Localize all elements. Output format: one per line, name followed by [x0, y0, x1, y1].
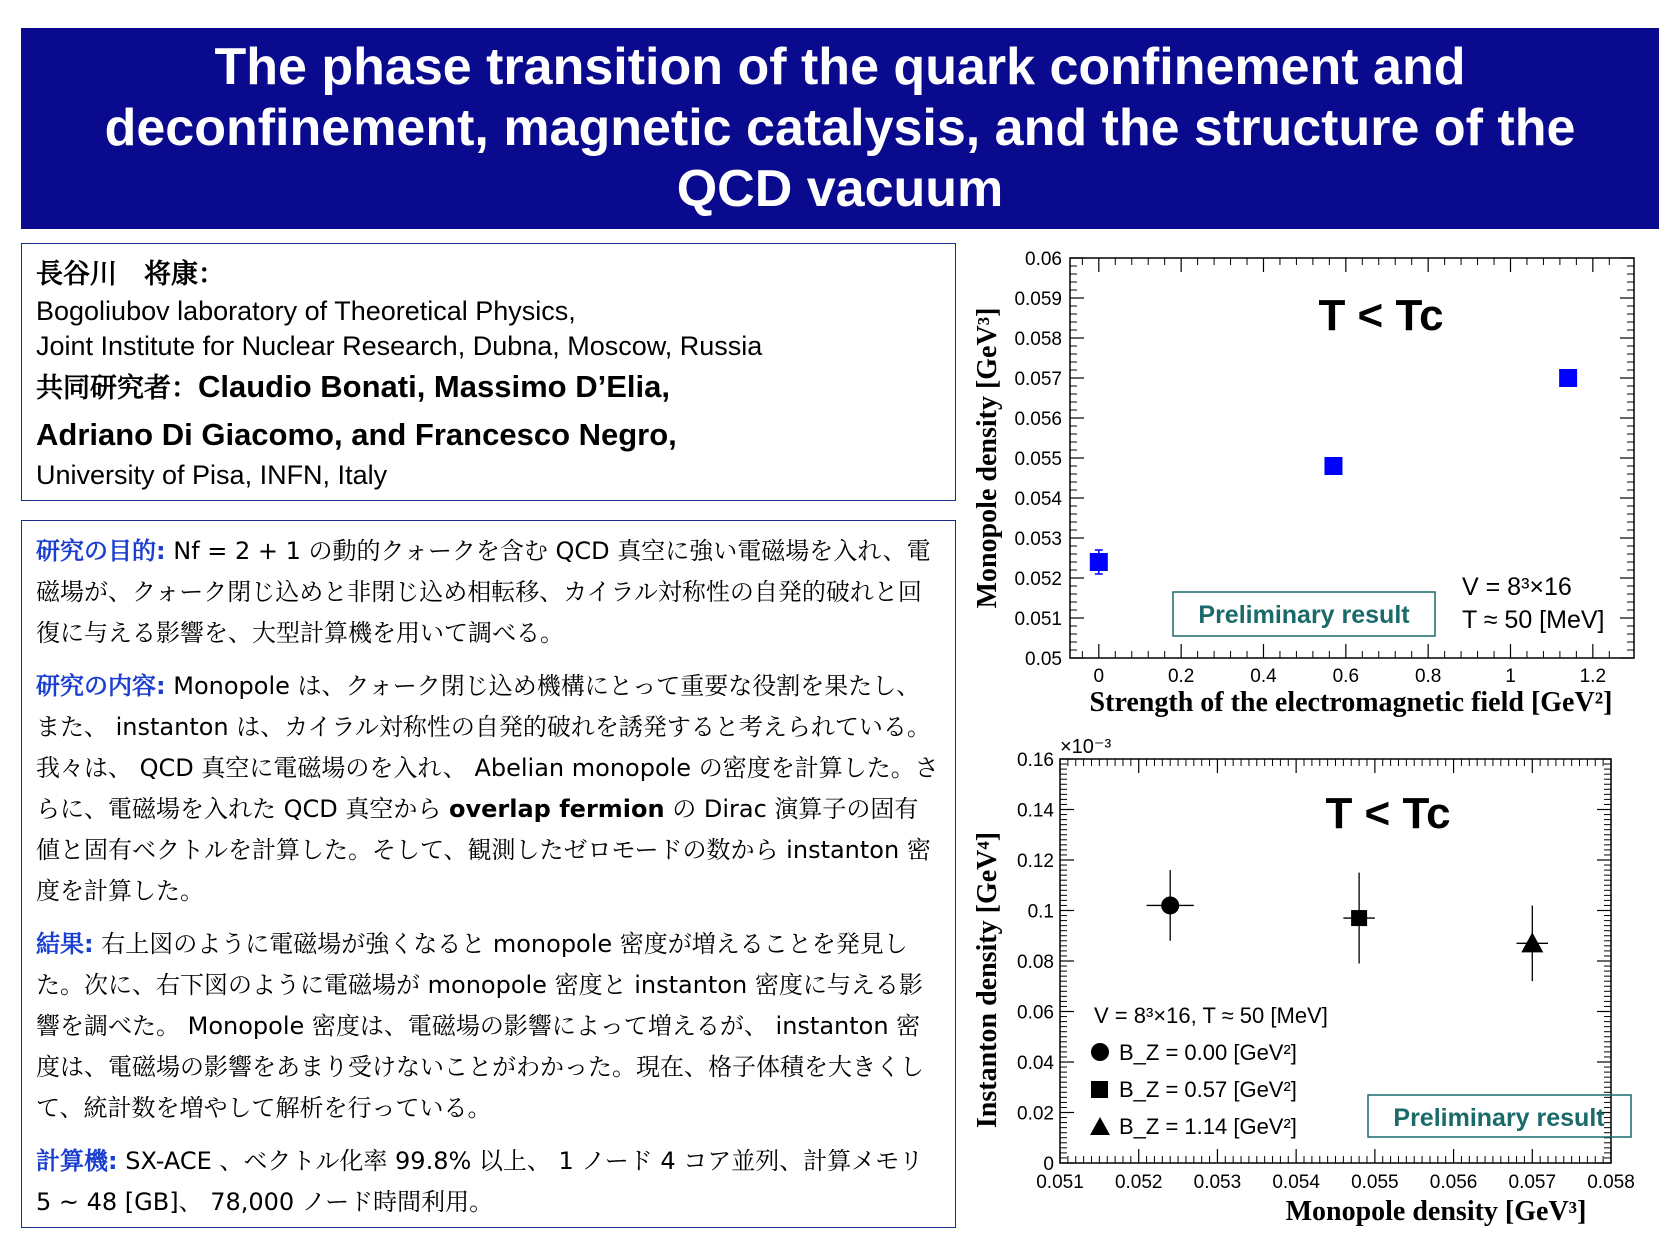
- x-tick-label: 0.6: [1332, 666, 1360, 687]
- x-axis-label: Strength of the electromagnetic field [GeV²]: [1089, 687, 1613, 718]
- content-bold-term: overlap fermion: [449, 795, 665, 823]
- y-tick-label: 0.06: [1025, 249, 1062, 270]
- computer-heading: 計算機:: [36, 1147, 118, 1175]
- monopole-density-chart: [966, 240, 1666, 720]
- chart-title: T < Tc: [1318, 291, 1444, 340]
- y-tick-label: 0.16: [1017, 750, 1054, 771]
- x-tick-label: 0.052: [1114, 1172, 1163, 1193]
- collaborators-label: 共同研究者：: [36, 373, 198, 404]
- legend-marker-triangle: [1090, 1117, 1110, 1135]
- info-temperature: T ≈ 50 [MeV]: [1462, 606, 1605, 634]
- result-heading: 結果:: [36, 930, 94, 958]
- x-axis-label: Monopole density [GeV³]: [1285, 1196, 1587, 1227]
- y-tick-label: 0.057: [1014, 369, 1062, 390]
- x-tick-label: 0.055: [1351, 1172, 1399, 1193]
- y-tick-label: 0.052: [1014, 569, 1062, 590]
- y-axis-label: Monopole density [GeV³]: [972, 307, 1003, 609]
- y-tick-label: 0.056: [1014, 409, 1062, 430]
- data-point-square: [1090, 553, 1108, 571]
- legend-header: V = 8³×16, T ≈ 50 [MeV]: [1094, 1003, 1328, 1028]
- affiliation-line-1: Bogoliubov laboratory of Theoretical Physics,: [36, 296, 576, 326]
- y-tick-label: 0.08: [1017, 952, 1054, 973]
- x-tick-label: 0.056: [1429, 1172, 1478, 1193]
- y-tick-label: 0.053: [1014, 529, 1062, 550]
- content-heading: 研究の内容:: [36, 672, 166, 700]
- legend-label-triangle: B_Z = 1.14 [GeV²]: [1119, 1114, 1297, 1139]
- x-tick-label: 0.057: [1508, 1172, 1557, 1193]
- content-text-1: Monopole は、クォーク閉じ込め機構にとって重要な役割を果たし、また、 instanton は、カイラル対称性の自発的破れを誘発すると考えられている。我々は、 QCD 真空に電磁場のを入れ、 Abelian monopole の密度を計算した。さらに、電磁場を入れた QCD 真空から: [36, 672, 939, 823]
- legend-entry-square: [1091, 1077, 1297, 1102]
- data-point-triangle: [1521, 932, 1543, 952]
- collaborators-names-1: Claudio Bonati, Massimo D’Elia,: [198, 369, 670, 404]
- collaborators-line-1: [36, 364, 941, 412]
- data-point-square: [1559, 369, 1577, 387]
- title-banner: [21, 28, 1659, 229]
- y-tick-label: 0: [1043, 1154, 1054, 1175]
- author-box: [21, 243, 956, 501]
- result-text: 右上図のように電磁場が強くなると monopole 密度が増えることを発見した。次に、右下図のように電磁場が monopole 密度と instanton 密度に与える影響を調べた。 Monopole 密度は、電磁場の影響によって増えるが、 instanton 密度は、電磁場の影響をあまり受けないことがわかった。現在、格子体積を大きくして、統計数を増やして解析を行っている。: [36, 930, 924, 1122]
- poster-title: The phase transition of the quark confinement and deconfinement, magnetic catalysis, and the structure of the QCD vacuum: [104, 38, 1576, 218]
- content-text-2: の Dirac 演算子の固有値と固有ベクトルを計算した。そして、観測したゼロモードの数から instanton 密度を計算した。: [36, 795, 931, 905]
- legend-entry-circle: [1091, 1040, 1297, 1065]
- y-tick-label: 0.058: [1014, 329, 1062, 350]
- x-tick-label: 0.4: [1250, 666, 1277, 687]
- y-tick-label: 0.055: [1014, 449, 1062, 470]
- y-tick-label: 0.054: [1014, 489, 1062, 510]
- info-volume: V = 8³×16: [1462, 573, 1572, 601]
- content-section: [36, 666, 941, 912]
- computer-text: SX-ACE 、ベクトル化率 99.8% 以上、 1 ノード 4 コア並列、計算メモリ 5 ~ 48 [GB]、 78,000 ノード時間利用。: [36, 1147, 924, 1216]
- author-name: 長谷川 将康：: [36, 259, 225, 290]
- result-section: [36, 924, 941, 1129]
- purpose-section: [36, 531, 941, 654]
- data-point-circle: [1161, 896, 1179, 914]
- y-tick-label: 0.051: [1014, 609, 1062, 630]
- y-tick-label: 0.059: [1014, 289, 1062, 310]
- x-tick-label: 0.051: [1036, 1172, 1084, 1193]
- y-tick-label: 0.14: [1017, 800, 1054, 822]
- purpose-heading: 研究の目的:: [36, 537, 166, 565]
- legend-label-circle: B_Z = 0.00 [GeV²]: [1119, 1040, 1297, 1065]
- x-tick-label: 0: [1093, 666, 1105, 687]
- x-tick-label: 1: [1505, 666, 1516, 687]
- x-tick-label: 0.058: [1587, 1172, 1635, 1193]
- y-axis-label: Instanton density [GeV⁴]: [972, 831, 1003, 1129]
- x-tick-label: 0.2: [1167, 666, 1195, 687]
- data-point-square: [1351, 910, 1367, 926]
- affiliation-line-2: Joint Institute for Nuclear Research, Dubna, Moscow, Russia: [36, 331, 763, 361]
- legend-marker-circle: [1091, 1043, 1109, 1061]
- x-tick-label: 0.054: [1272, 1172, 1320, 1193]
- preliminary-label: Preliminary result: [1393, 1104, 1605, 1132]
- collaborators-affiliation: University of Pisa, INFN, Italy: [36, 460, 388, 490]
- y-tick-label: 0.12: [1017, 851, 1054, 872]
- collaborators-line-2: Adriano Di Giacomo, and Francesco Negro,: [36, 417, 677, 452]
- instanton-density-chart: [966, 730, 1666, 1230]
- y-tick-label: 0.04: [1017, 1053, 1054, 1074]
- legend-label-square: B_Z = 0.57 [GeV²]: [1119, 1077, 1297, 1102]
- purpose-text: Nf = 2 + 1 の動的クォークを含む QCD 真空に強い電磁場を入れ、電磁場が、クォーク閉じ込めと非閉じ込め相転移、カイラル対称性の自発的破れと回復に与える影響を、大型計算機を用いて調べる。: [36, 537, 931, 647]
- y-tick-label: 0.05: [1025, 649, 1062, 670]
- data-point-square: [1324, 457, 1342, 475]
- y-tick-label: 0.06: [1017, 1002, 1054, 1024]
- preliminary-label: Preliminary result: [1198, 601, 1410, 629]
- y-tick-label: 0.1: [1027, 901, 1054, 923]
- chart-title: T < Tc: [1325, 789, 1451, 838]
- x-tick-label: 0.053: [1193, 1172, 1242, 1193]
- description-box: [21, 520, 956, 1228]
- legend-entry-triangle: [1090, 1114, 1297, 1139]
- y-multiplier: ×10⁻³: [1060, 736, 1112, 758]
- x-tick-label: 0.8: [1414, 666, 1442, 687]
- y-tick-label: 0.02: [1017, 1103, 1054, 1125]
- x-tick-label: 1.2: [1579, 666, 1607, 687]
- computer-section: [36, 1141, 941, 1223]
- legend-marker-square: [1091, 1081, 1108, 1098]
